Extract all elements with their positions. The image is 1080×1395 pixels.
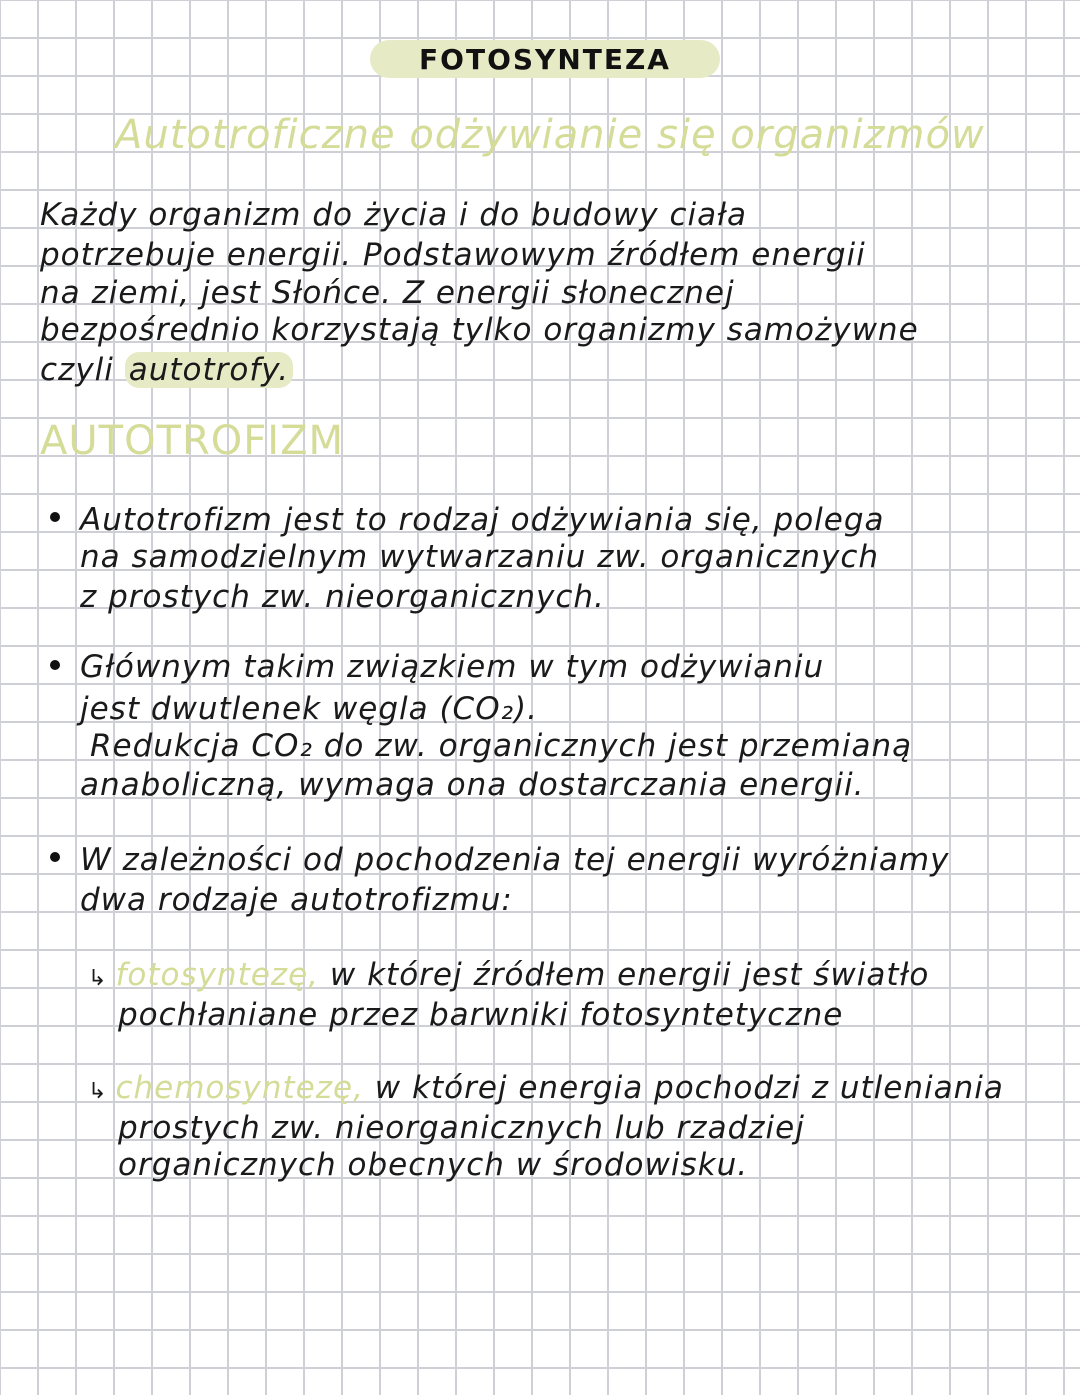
bullet-line: Głównym takim związkiem w tym odżywianiu bbox=[80, 649, 825, 685]
bullet-line: jest dwutlenek węgla (CO₂). bbox=[80, 691, 538, 727]
subitem-line bbox=[88, 1069, 1004, 1111]
bullet-line: Redukcja CO₂ do zw. organicznych jest przemianą bbox=[90, 728, 913, 764]
subitem-term: fotosyntezę, bbox=[115, 957, 320, 993]
bullet-line: dwa rodzaje autotrofizmu: bbox=[80, 882, 513, 918]
intro-line: bezpośrednio korzystają tylko organizmy samożywne bbox=[40, 312, 919, 348]
intro-line: Każdy organizm do życia i do budowy ciała bbox=[40, 197, 748, 233]
subitem-line: pochłaniane przez barwniki fotosyntetyczne bbox=[118, 997, 844, 1033]
intro-line bbox=[40, 351, 293, 389]
bullet-line: W zależności od pochodzenia tej energii wyróżniamy bbox=[80, 842, 950, 878]
subtitle: Autotroficzne odżywianie się organizmów bbox=[115, 112, 985, 158]
bullet-line: Autotrofizm jest to rodzaj odżywiania się, polega bbox=[80, 502, 885, 538]
section-heading: AUTOTROFIZM bbox=[40, 418, 344, 464]
page-title: FOTOSYNTEZA bbox=[419, 42, 671, 76]
bullet-line: na samodzielnym wytwarzaniu zw. organicznych bbox=[80, 539, 880, 575]
bullet-line: z prostych zw. nieorganicznych. bbox=[80, 579, 605, 615]
intro-line: na ziemi, jest Słońce. Z energii słonecznej bbox=[40, 275, 735, 311]
subitem-line: organicznych obecnych w środowisku. bbox=[118, 1147, 749, 1183]
highlighted-term: autotrofy. bbox=[125, 352, 293, 388]
intro-line: potrzebuje energii. Podstawowym źródłem energii bbox=[40, 237, 866, 273]
subitem-line: prostych zw. nieorganicznych lub rzadziej bbox=[118, 1110, 805, 1146]
title-banner bbox=[370, 40, 720, 78]
subitem-text: w której źródłem energii jest światło bbox=[329, 957, 930, 993]
bullet-icon bbox=[50, 512, 60, 522]
subitem-text: w której energia pochodzi z utleniania bbox=[374, 1070, 1004, 1106]
bullet-icon bbox=[50, 852, 60, 862]
arrow-icon: ↳ bbox=[88, 1079, 108, 1104]
bullet-icon bbox=[50, 660, 60, 670]
intro-prefix: czyli bbox=[40, 352, 114, 388]
bullet-line: anaboliczną, wymaga ona dostarczania energii. bbox=[80, 767, 865, 803]
arrow-icon: ↳ bbox=[88, 966, 108, 991]
subitem-term: chemosyntezę, bbox=[115, 1070, 364, 1106]
subitem-line bbox=[88, 956, 929, 998]
